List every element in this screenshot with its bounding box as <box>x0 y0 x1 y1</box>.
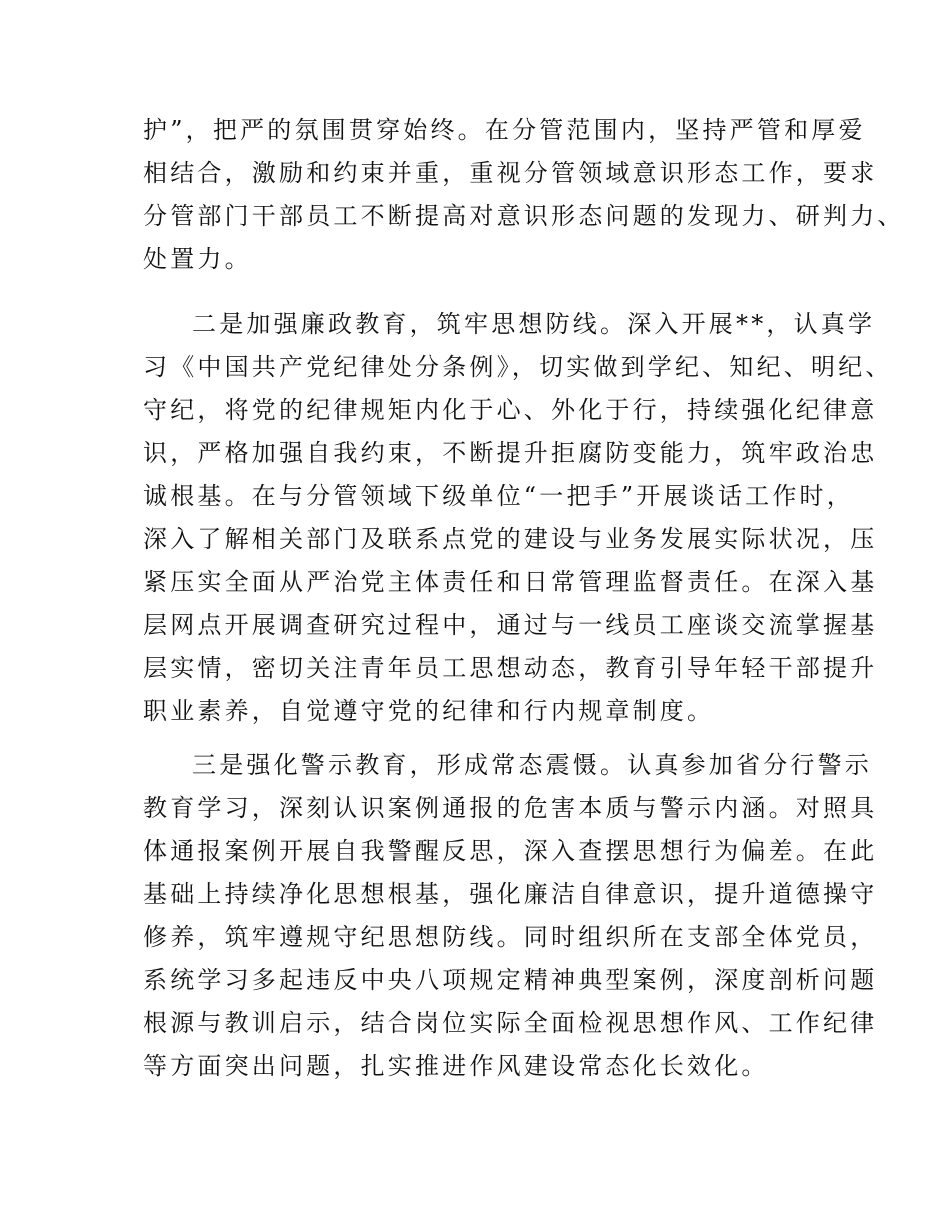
text-line: 二是加强廉政教育，筑牢思想防线。深入开展**，认真学 <box>192 310 876 338</box>
text-line: 职业素养，自觉遵守党的纪律和行内规章制度。 <box>143 697 715 725</box>
text-line: 系统学习多起违反中央八项规定精神典型案例，深度剖析问题 <box>143 966 878 994</box>
text-line: 层网点开展调查研究过程中，通过与一线员工座谈交流掌握基 <box>143 611 878 639</box>
text-line: 护”，把严的氛围贯穿始终。在分管范围内，坚持严管和厚爱 <box>143 116 866 144</box>
text-line: 修养，筑牢遵规守纪思想防线。同时组织所在支部全体党员， <box>143 923 878 951</box>
text-line: 体通报案例开展自我警醒反思，深入查摆思想行为偏差。在此 <box>143 837 878 865</box>
text-line: 教育学习，深刻认识案例通报的危害本质与警示内涵。对照具 <box>143 794 878 822</box>
text-line: 识，严格加强自我约束，不断提升拒腐防变能力，筑牢政治忠 <box>143 439 878 467</box>
text-line: 相结合，激励和约束并重，重视分管领域意识形态工作，要求 <box>143 159 878 187</box>
text-line: 诚根基。在与分管领域下级单位“一把手”开展谈话工作时， <box>143 482 854 510</box>
paragraph-integrity-education <box>143 303 893 733</box>
text-line: 紧压实全面从严治党主体责任和日常管理监督责任。在深入基 <box>143 568 878 596</box>
text-line: 基础上持续净化思想根基，强化廉洁自律意识，提升道德操守 <box>143 880 878 908</box>
text-line: 分管部门干部员工不断提高对意识形态问题的发现力、研判力、 <box>143 202 905 230</box>
text-line: 三是强化警示教育，形成常态震慑。认真参加省分行警示 <box>192 751 872 779</box>
text-line: 等方面突出问题，扎实推进作风建设常态化长效化。 <box>143 1052 769 1080</box>
text-line: 根源与教训启示，结合岗位实际全面检视思想作风、工作纪律 <box>143 1009 878 1037</box>
text-line: 层实情，密切关注青年员工思想动态，教育引导年轻干部提升 <box>143 654 878 682</box>
text-line: 习《中国共产党纪律处分条例》，切实做到学纪、知纪、明纪、 <box>143 353 893 381</box>
text-line: 守纪，将党的纪律规矩内化于心、外化于行，持续强化纪律意 <box>143 396 878 424</box>
paragraph-continuation <box>143 109 905 281</box>
text-line: 处置力。 <box>143 245 252 273</box>
paragraph-warning-education <box>143 744 878 1088</box>
text-line: 深入了解相关部门及联系点党的建设与业务发展实际状况，压 <box>143 525 878 553</box>
